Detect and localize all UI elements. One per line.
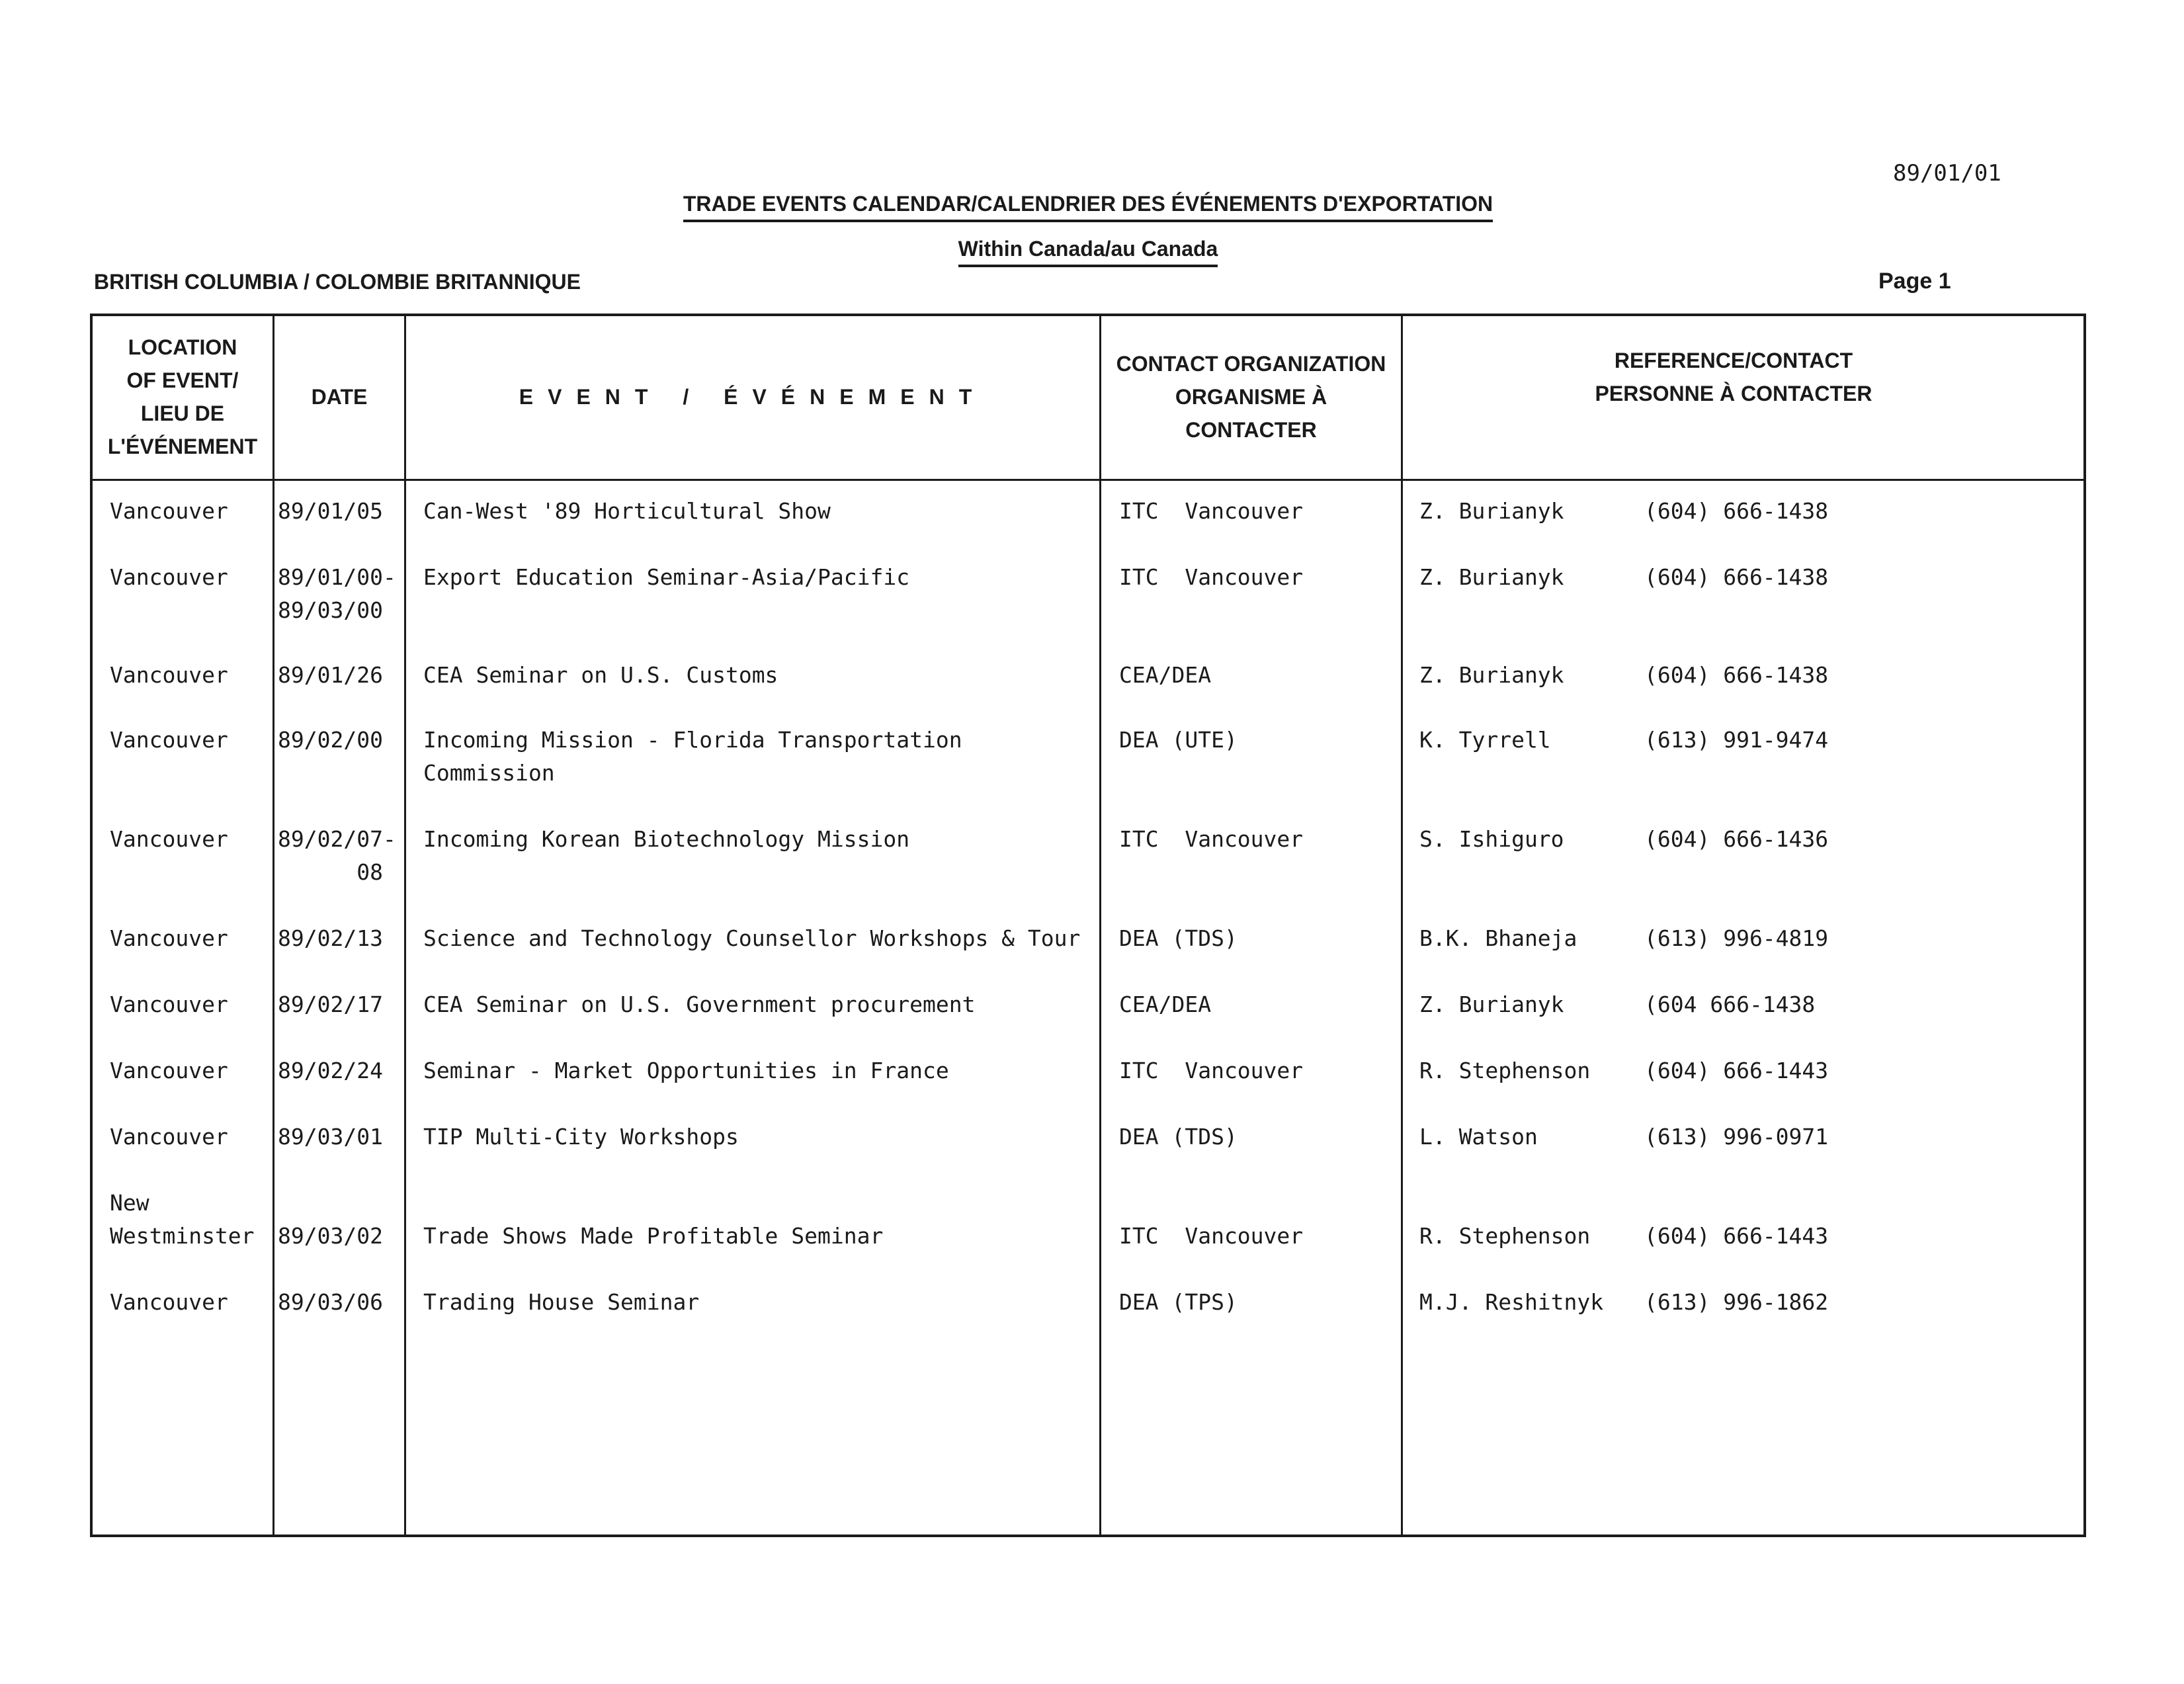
cell-location: Vancouver [110,1124,228,1150]
cell-contact: B.K. Bhaneja [1419,925,1577,951]
cell-event: Incoming Korean Biotechnology Mission [423,826,910,852]
cell-date: 89/01/26 [278,662,383,688]
cell-location: Vancouver [110,991,228,1017]
cell-organization: DEA (UTE) [1119,727,1238,753]
cell-location: New Westminster [110,1190,255,1249]
cell-location: Vancouver [110,1289,228,1315]
document-date: 89/01/01 [1893,160,2001,187]
cell-date: 89/03/06 [278,1289,383,1315]
cell-phone: (604) 666-1438 [1644,564,1829,590]
cell-organization: DEA (TDS) [1119,925,1238,951]
cell-organization: ITC Vancouver [1119,1058,1304,1083]
cell-event: TIP Multi-City Workshops [423,1124,739,1150]
cell-location: Vancouver [110,1058,228,1083]
cell-contact: K. Tyrrell [1419,727,1551,753]
cell-location: Vancouver [110,727,228,753]
cell-contact: M.J. Reshitnyk [1419,1289,1604,1315]
cell-event: CEA Seminar on U.S. Customs [423,662,778,688]
cell-organization: CEA/DEA [1119,662,1212,688]
cell-organization: ITC Vancouver [1119,498,1304,524]
header-date: DATE [311,385,368,409]
cell-organization: DEA (TDS) [1119,1124,1238,1150]
cell-phone: (604) 666-1443 [1644,1223,1829,1249]
cell-date: 89/02/13 [278,925,383,951]
header-organization-line: ORGANISME À [1175,385,1327,409]
document-title [0,192,2176,216]
column-divider [404,314,406,1537]
cell-phone: (613) 996-0971 [1644,1124,1829,1150]
column-divider [273,314,274,1537]
cell-contact: S. Ishiguro [1419,826,1564,852]
header-reference [1403,344,2064,443]
cell-date: 89/02/17 [278,991,383,1017]
column-divider [1401,314,1403,1537]
cell-event: CEA Seminar on U.S. Government procurement [423,991,976,1017]
header-organization-line: CONTACTER [1185,418,1317,442]
cell-date: 89/02/07- 08 [278,826,396,885]
document-subtitle [0,237,2176,261]
document-title-text: TRADE EVENTS CALENDAR/CALENDRIER DES ÉVÉNEMENTS D'EXPORTATION [683,192,1493,222]
cell-date: 89/03/01 [278,1124,383,1150]
cell-date: 89/01/05 [278,498,383,524]
header-location-line: OF EVENT/ [126,368,239,392]
cell-phone: (604) 666-1438 [1644,662,1829,688]
cell-contact: Z. Burianyk [1419,662,1564,688]
cell-contact: Z. Burianyk [1419,991,1564,1017]
cell-contact: Z. Burianyk [1419,498,1564,524]
header-location-line: LIEU DE [140,401,225,425]
cell-phone: (604 666-1438 [1644,991,1816,1017]
cell-event: Export Education Seminar-Asia/Pacific [423,564,910,590]
cell-contact: Z. Burianyk [1419,564,1564,590]
header-event: EVENT / ÉVÉNEMENT [519,385,987,409]
cell-date: 89/02/00 [278,727,383,753]
cell-event: Trade Shows Made Profitable Seminar [423,1223,884,1249]
cell-contact: R. Stephenson [1419,1058,1591,1083]
header-reference-line: REFERENCE/CONTACT [1614,349,1853,372]
header-divider [90,479,2086,481]
cell-organization: ITC Vancouver [1119,1223,1304,1249]
header-reference-line: PERSONNE À CONTACTER [1595,382,1872,405]
cell-organization: ITC Vancouver [1119,826,1304,852]
cell-phone: (613) 991-9474 [1644,727,1829,753]
cell-organization: ITC Vancouver [1119,564,1304,590]
cell-phone: (604) 666-1436 [1644,826,1829,852]
cell-location: Vancouver [110,498,228,524]
cell-event: Seminar - Market Opportunities in France [423,1058,949,1083]
cell-location: Vancouver [110,564,228,590]
region-label: BRITISH COLUMBIA / COLOMBIE BRITANNIQUE [94,270,581,294]
cell-contact: R. Stephenson [1419,1223,1591,1249]
cell-phone: (604) 666-1438 [1644,498,1829,524]
cell-organization: CEA/DEA [1119,991,1212,1017]
cell-phone: (613) 996-4819 [1644,925,1829,951]
column-divider [1099,314,1101,1537]
cell-location: Vancouver [110,662,228,688]
cell-phone: (604) 666-1443 [1644,1058,1829,1083]
cell-event: Can-West '89 Horticultural Show [423,498,831,524]
header-organization-line: CONTACT ORGANIZATION [1116,352,1386,376]
cell-organization: DEA (TPS) [1119,1289,1238,1315]
header-location-line: L'ÉVÉNEMENT [107,435,258,458]
cell-event: Trading House Seminar [423,1289,700,1315]
cell-contact: L. Watson [1419,1124,1538,1150]
cell-event: Science and Technology Counsellor Workshops & Tour [423,925,1081,951]
header-location [93,324,273,470]
cell-date: 89/01/00- 89/03/00 [278,564,396,623]
cell-date: 89/02/24 [278,1058,383,1083]
header-organization [1101,324,1401,470]
cell-location: Vancouver [110,925,228,951]
cell-event: Incoming Mission - Florida Transportation Commission [423,727,962,786]
document-subtitle-text: Within Canada/au Canada [958,237,1218,267]
page-number: Page 1 [1878,269,1951,294]
header-location-line: LOCATION [128,335,237,359]
cell-location: Vancouver [110,826,228,852]
cell-date: 89/03/02 [278,1223,383,1249]
cell-phone: (613) 996-1862 [1644,1289,1829,1315]
